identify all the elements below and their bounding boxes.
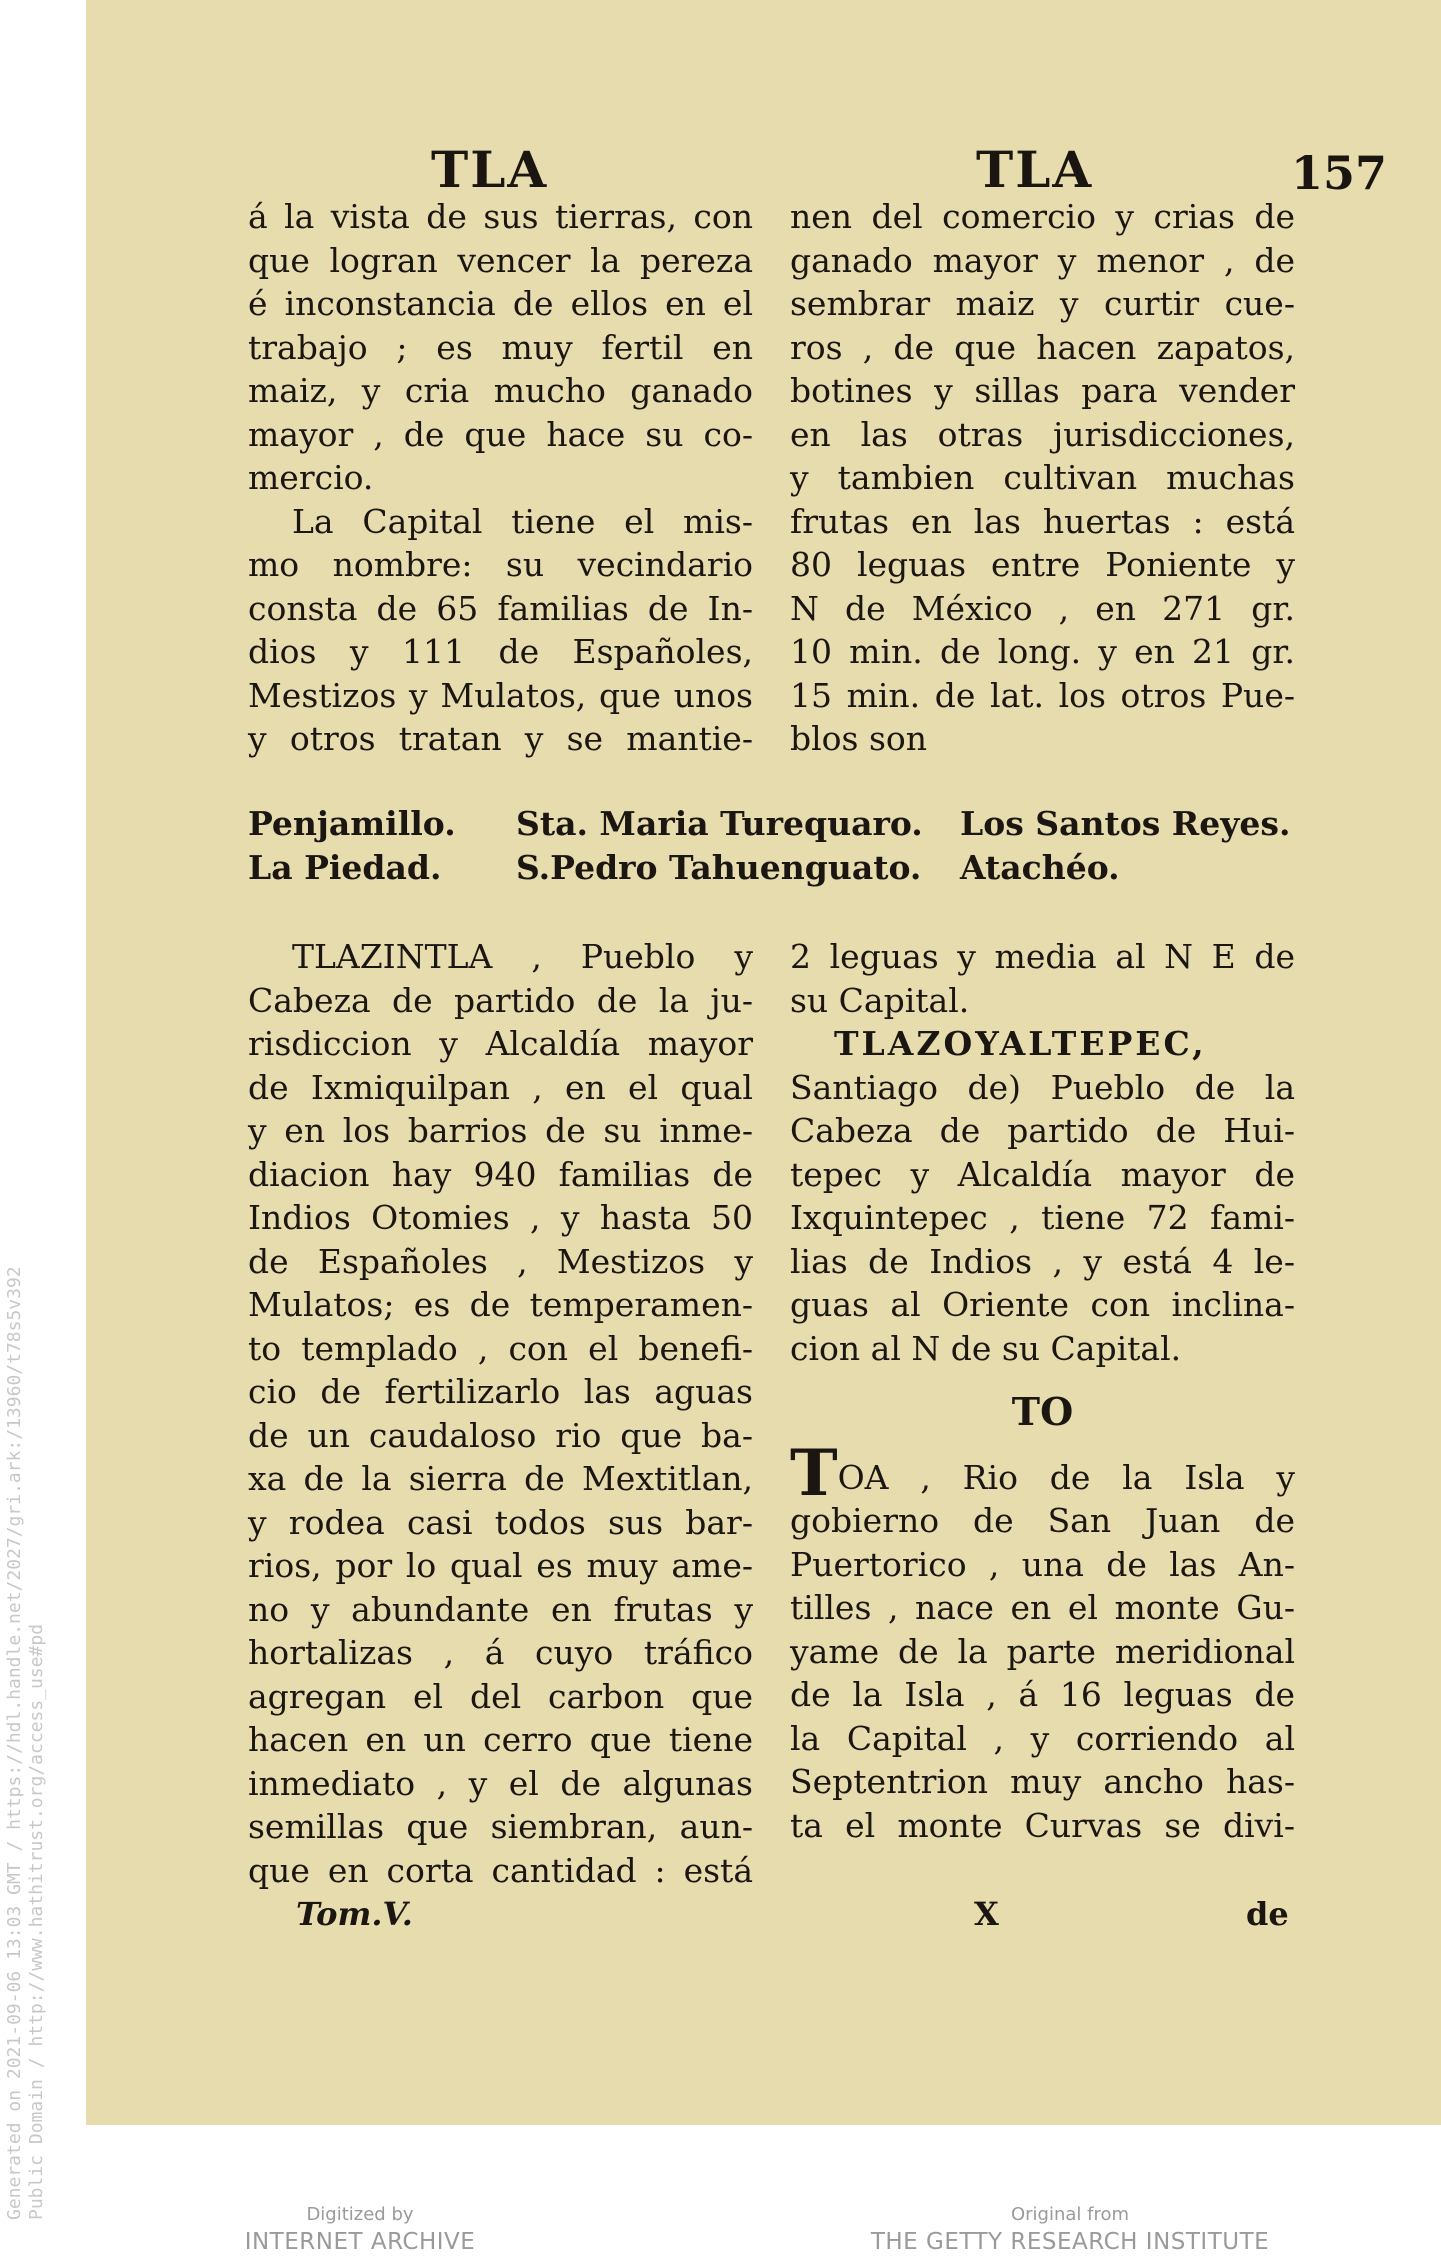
text-line: maiz, y cria mucho ganado xyxy=(248,371,753,410)
place-list xyxy=(248,802,1298,890)
text-line: Santiago de) Pueblo de la xyxy=(790,1067,1295,1107)
column-2-bottom xyxy=(790,935,1295,1847)
text-line: no y abundante en frutas y xyxy=(248,1589,753,1629)
text-line: diacion hay 940 familias de xyxy=(248,1154,753,1194)
stamp-line-1: Generated on 2021-09-06 13:03 GMT / https://hdl.handle.net/2027/gri.ark:/13960/t78s5v392 xyxy=(4,1266,25,2220)
text-line: á la vista de sus tierras, con xyxy=(248,197,753,236)
text-line: trabajo ; es muy fertil en xyxy=(248,327,753,367)
text-line: nen del comercio y crias de xyxy=(790,197,1295,236)
place-name: S.Pedro Tahuenguato. xyxy=(516,848,922,887)
generation-stamp xyxy=(4,1266,48,2220)
page-number: 157 xyxy=(1291,146,1388,200)
text-line: inmediato , y el de algunas xyxy=(248,1763,753,1803)
text-line: ros , de que hacen zapatos, xyxy=(790,327,1295,367)
text-line: tepec y Alcaldía mayor de xyxy=(790,1154,1295,1194)
credit-label: Digitized by xyxy=(306,2204,414,2225)
place-name: Los Santos Reyes. xyxy=(960,804,1291,843)
column-2-top xyxy=(790,195,1295,761)
place-name: Penjamillo. xyxy=(248,804,456,843)
running-head-right: TLA xyxy=(976,140,1094,199)
text-line: mayor , de que hace su co- xyxy=(248,414,753,454)
text-line: hortalizas , á cuyo tráfico xyxy=(248,1633,753,1672)
text-line xyxy=(790,1435,1295,1511)
text-line: de un caudaloso rio que ba- xyxy=(248,1415,753,1455)
scanned-page xyxy=(86,0,1441,2125)
text-line: blos son xyxy=(790,719,928,758)
credit-source: INTERNET ARCHIVE xyxy=(244,2229,476,2255)
text-line: rios, por lo qual es muy ame- xyxy=(248,1546,753,1585)
text-line: de Españoles , Mestizos y xyxy=(248,1241,753,1281)
text-line: cion al N de su Capital. xyxy=(790,1328,1182,1368)
text-line: y otros tratan y se mantie- xyxy=(248,719,753,758)
text-line: lias de Indios , y está 4 le- xyxy=(790,1241,1295,1281)
text-line: to templado , con el benefi- xyxy=(248,1328,753,1368)
text-line: risdiccion y Alcaldía mayor xyxy=(248,1024,753,1063)
text-line: y tambien cultivan muchas xyxy=(790,458,1295,497)
text-line: 2 leguas y media al N E de xyxy=(790,937,1295,976)
column-1-bottom xyxy=(248,935,753,1892)
text-line: frutas en las huertas : está xyxy=(790,501,1295,541)
original-credit xyxy=(870,2203,1270,2257)
text-line: Ixquintepec , tiene 72 fami- xyxy=(790,1198,1295,1237)
text-line: Septentrion muy ancho has- xyxy=(790,1762,1295,1801)
text-line: Mestizos y Mulatos, que unos xyxy=(248,675,753,715)
digitized-credit xyxy=(230,2203,490,2257)
text-line: é inconstancia de ellos en el xyxy=(248,284,753,323)
text-line: hacen en un cerro que tiene xyxy=(248,1720,753,1759)
volume-mark: Tom.V. xyxy=(296,1895,413,1933)
text-line: TLAZINTLA , Pueblo y xyxy=(292,937,753,976)
catchword: de xyxy=(1246,1895,1289,1933)
text-line: consta de 65 familias de In- xyxy=(248,588,753,628)
text-line: Cabeza de partido de la ju- xyxy=(248,980,753,1020)
section-heading: TO xyxy=(1011,1389,1074,1434)
text-line: gobierno de San Juan de xyxy=(790,1501,1295,1540)
text-line: Cabeza de partido de Hui- xyxy=(790,1111,1295,1150)
left-margin xyxy=(0,0,86,2255)
text-line: guas al Oriente con inclina- xyxy=(790,1285,1295,1324)
place-name: La Piedad. xyxy=(248,848,442,887)
drop-cap: T xyxy=(790,1435,838,1511)
credit-label: Original from xyxy=(1010,2204,1130,2225)
text-line: tilles , nace en el monte Gu- xyxy=(790,1588,1295,1627)
credit-source: THE GETTY RESEARCH INSTITUTE xyxy=(870,2229,1270,2255)
text-line: Mulatos; es de temperamen- xyxy=(248,1285,753,1324)
text-line: cio de fertilizarlo las aguas xyxy=(248,1372,753,1411)
text-line: y en los barrios de su inme- xyxy=(248,1111,753,1150)
text-line: semillas que siembran, aun- xyxy=(248,1807,753,1846)
text-line: que logran vencer la pereza xyxy=(248,240,753,280)
text-line: yame de la parte meridional xyxy=(790,1631,1295,1671)
place-name: Atachéo. xyxy=(960,848,1120,887)
text-line: La Capital tiene el mis- xyxy=(292,501,753,541)
stamp-line-2: Public Domain / http://www.hathitrust.org/access_use#pd xyxy=(26,1623,47,2220)
entry-heading: TLAZOYALTEPEC, xyxy=(834,1024,1207,1063)
text-line: en las otras jurisdicciones, xyxy=(790,414,1295,454)
text-line: sembrar maiz y curtir cue- xyxy=(790,284,1295,323)
text-line: agregan el del carbon que xyxy=(248,1676,753,1716)
text-line: xa de la sierra de Mextitlan, xyxy=(248,1459,753,1498)
text-line: botines y sillas para vender xyxy=(790,371,1295,410)
text-line: 80 leguas entre Poniente y xyxy=(790,545,1295,584)
column-1-top xyxy=(248,195,753,761)
text-line: Indios Otomies , y hasta 50 xyxy=(248,1198,753,1237)
text-line: y rodea casi todos sus bar- xyxy=(248,1502,753,1542)
text-line: ta el monte Curvas se divi- xyxy=(790,1805,1295,1845)
text-line: de la Isla , á 16 leguas de xyxy=(790,1675,1295,1714)
text-line: ganado mayor y menor , de xyxy=(790,240,1295,280)
toa-first-line: OA , Rio de la Isla y xyxy=(837,1457,1295,1497)
text-line: que en corta cantidad : está xyxy=(248,1850,753,1890)
text-line: 15 min. de lat. los otros Pue- xyxy=(790,675,1295,715)
text-line: la Capital , y corriendo al xyxy=(790,1718,1295,1758)
place-name: Sta. Maria Turequaro. xyxy=(516,804,923,843)
running-head-left: TLA xyxy=(431,140,549,199)
text-line: mercio. xyxy=(248,458,374,497)
text-line: mo nombre: su vecindario xyxy=(248,545,753,584)
signature-mark: X xyxy=(974,1895,999,1933)
text-line: N de México , en 271 gr. xyxy=(790,588,1295,628)
text-line: 10 min. de long. y en 21 gr. xyxy=(790,632,1295,671)
text-line: su Capital. xyxy=(790,980,970,1020)
text-line: Puertorico , una de las An- xyxy=(790,1544,1295,1584)
text-line: dios y 111 de Españoles, xyxy=(248,632,753,671)
text-line: de Ixmiquilpan , en el qual xyxy=(248,1067,753,1107)
